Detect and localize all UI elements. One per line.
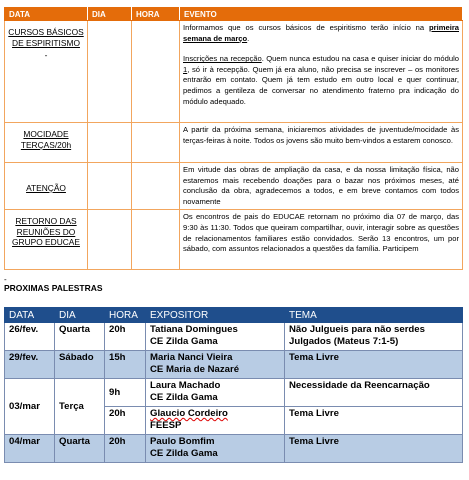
event-hora-cell (132, 21, 180, 123)
event-paragraph (183, 54, 459, 107)
event-title: RETORNO DAS REUNIÕES DO GRUPO EDUCAE (12, 216, 80, 248)
speaker-name: Paulo Bomfim (150, 436, 215, 447)
event-hora-cell (132, 210, 180, 270)
talk-day: Terça (55, 379, 105, 435)
talk-speaker (146, 435, 285, 463)
speaker-name: Glaucio Cordeiro (150, 408, 228, 419)
table-row (5, 323, 463, 351)
talk-hour: 20h (105, 323, 146, 351)
event-text: Informamos que os cursos básicos de espiritismo terão início na (183, 23, 430, 32)
event-dia-cell (88, 21, 132, 123)
event-text-cell: Os encontros de pais do EDUCAE retornam no próximo dia 07 de março, das 9:30 às 11:30. Todos que queiram compartilhar, ouvir, interagir sobre as questões de relacionamentos familiares estão convidados. Serão 13 encontros, um por sábado, com assuntos relacionados a questões da família. Participem (180, 210, 463, 270)
speaker-name: Tatiana Domingues (150, 324, 238, 335)
talk-hour: 15h (105, 351, 146, 379)
speaker-center: CE Zilda Gama (150, 336, 218, 347)
header-tema: TEMA (285, 308, 463, 323)
palestras-dash: - (4, 275, 7, 284)
talk-theme: Tema Livre (285, 351, 463, 379)
header-hora: HORA (105, 308, 146, 323)
event-row-cursos (5, 21, 463, 123)
event-text-cell: Em virtude das obras de ampliação da casa, e da nossa limitação física, não estaremos mais recebendo doações para o bazar nos próximos meses, até conclusão da obra, agradecemos a todos, e em breve contamos com todos novamente (180, 163, 463, 210)
events-header-row (5, 8, 463, 21)
header-dia: DIA (88, 8, 132, 21)
talk-date: 04/mar (5, 435, 55, 463)
talk-speaker (146, 351, 285, 379)
event-dia-cell (88, 163, 132, 210)
event-highlight: Inscrições na recepção (183, 54, 262, 64)
event-text: . Quem nunca estudou na casa e quiser iniciar do módulo (261, 54, 459, 64)
event-row-mocidade (5, 123, 463, 163)
event-row-atencao (5, 163, 463, 210)
speaker-center: CE Zilda Gama (150, 448, 218, 459)
header-hora: HORA (132, 8, 180, 21)
talk-day: Quarta (55, 435, 105, 463)
talk-hour: 20h (105, 435, 146, 463)
palestras-table (4, 307, 463, 463)
talk-hour: 9h (105, 379, 146, 407)
header-dia: DIA (55, 308, 105, 323)
event-row-educae (5, 210, 463, 270)
talk-speaker (146, 407, 285, 435)
speaker-center: FEESP (150, 420, 182, 431)
event-text: , só ir à recepção. Quem já era aluno, não precisa se inscrever – os monitores entrarão em contato. Quem já tem estudo em outro local e quer continuar, pedimos a gentileza de conversar no atendimento fraterno pra indicação do módulo adequado. (183, 64, 459, 106)
palestras-header-row (5, 308, 463, 323)
event-title-cell (5, 163, 88, 210)
talk-speaker (146, 379, 285, 407)
header-evento: EVENTO (180, 8, 463, 21)
talk-theme: Não Julgueis para não serdes Julgados (Mateus 7:1-5) (285, 323, 463, 351)
event-dia-cell (88, 123, 132, 163)
talk-day: Quarta (55, 323, 105, 351)
events-table (4, 7, 463, 270)
event-dash: - (44, 50, 48, 60)
event-text: . (247, 33, 250, 43)
event-title-cell (5, 21, 88, 123)
talk-theme: Tema Livre (285, 407, 463, 435)
table-row (5, 435, 463, 463)
event-text-cell (180, 21, 463, 123)
speaker-name: Laura Machado (150, 380, 221, 391)
event-title-cell (5, 210, 88, 270)
speaker-name: Maria Nanci Vieira (150, 352, 233, 363)
table-row (5, 379, 463, 407)
talk-hour: 20h (105, 407, 146, 435)
header-data: DATA (5, 308, 55, 323)
talk-day: Sábado (55, 351, 105, 379)
event-title: MOCIDADE TERÇAS/20h (20, 129, 72, 150)
event-title-cell (5, 123, 88, 163)
talk-date: 29/fev. (5, 351, 55, 379)
talk-date: 26/fev. (5, 323, 55, 351)
event-text-cell: A partir da próxima semana, iniciaremos atividades de juventude/mocidade às terças-feiras à noite. Todos os jovens são muito bem-vindos a estarem conosco. (180, 123, 463, 163)
event-hora-cell (132, 163, 180, 210)
speaker-center: CE Zilda Gama (150, 392, 218, 403)
talk-theme: Tema Livre (285, 435, 463, 463)
talk-theme: Necessidade da Reencarnação (285, 379, 463, 407)
event-text: 1 (183, 64, 188, 74)
table-row (5, 351, 463, 379)
speaker-center: CE Maria de Nazaré (150, 364, 240, 375)
header-expositor: EXPOSITOR (146, 308, 285, 323)
talk-speaker (146, 323, 285, 351)
palestras-title: PROXIMAS PALESTRAS (4, 283, 103, 293)
talk-date: 03/mar (5, 379, 55, 435)
event-title: CURSOS BÁSICOS DE ESPIRITISMO (8, 27, 84, 48)
header-data: DATA (5, 8, 88, 21)
event-dia-cell (88, 210, 132, 270)
event-hora-cell (132, 123, 180, 163)
event-title: ATENÇÃO (26, 182, 66, 193)
event-highlight: primeira semana de março (183, 23, 459, 43)
event-paragraph (183, 23, 459, 44)
